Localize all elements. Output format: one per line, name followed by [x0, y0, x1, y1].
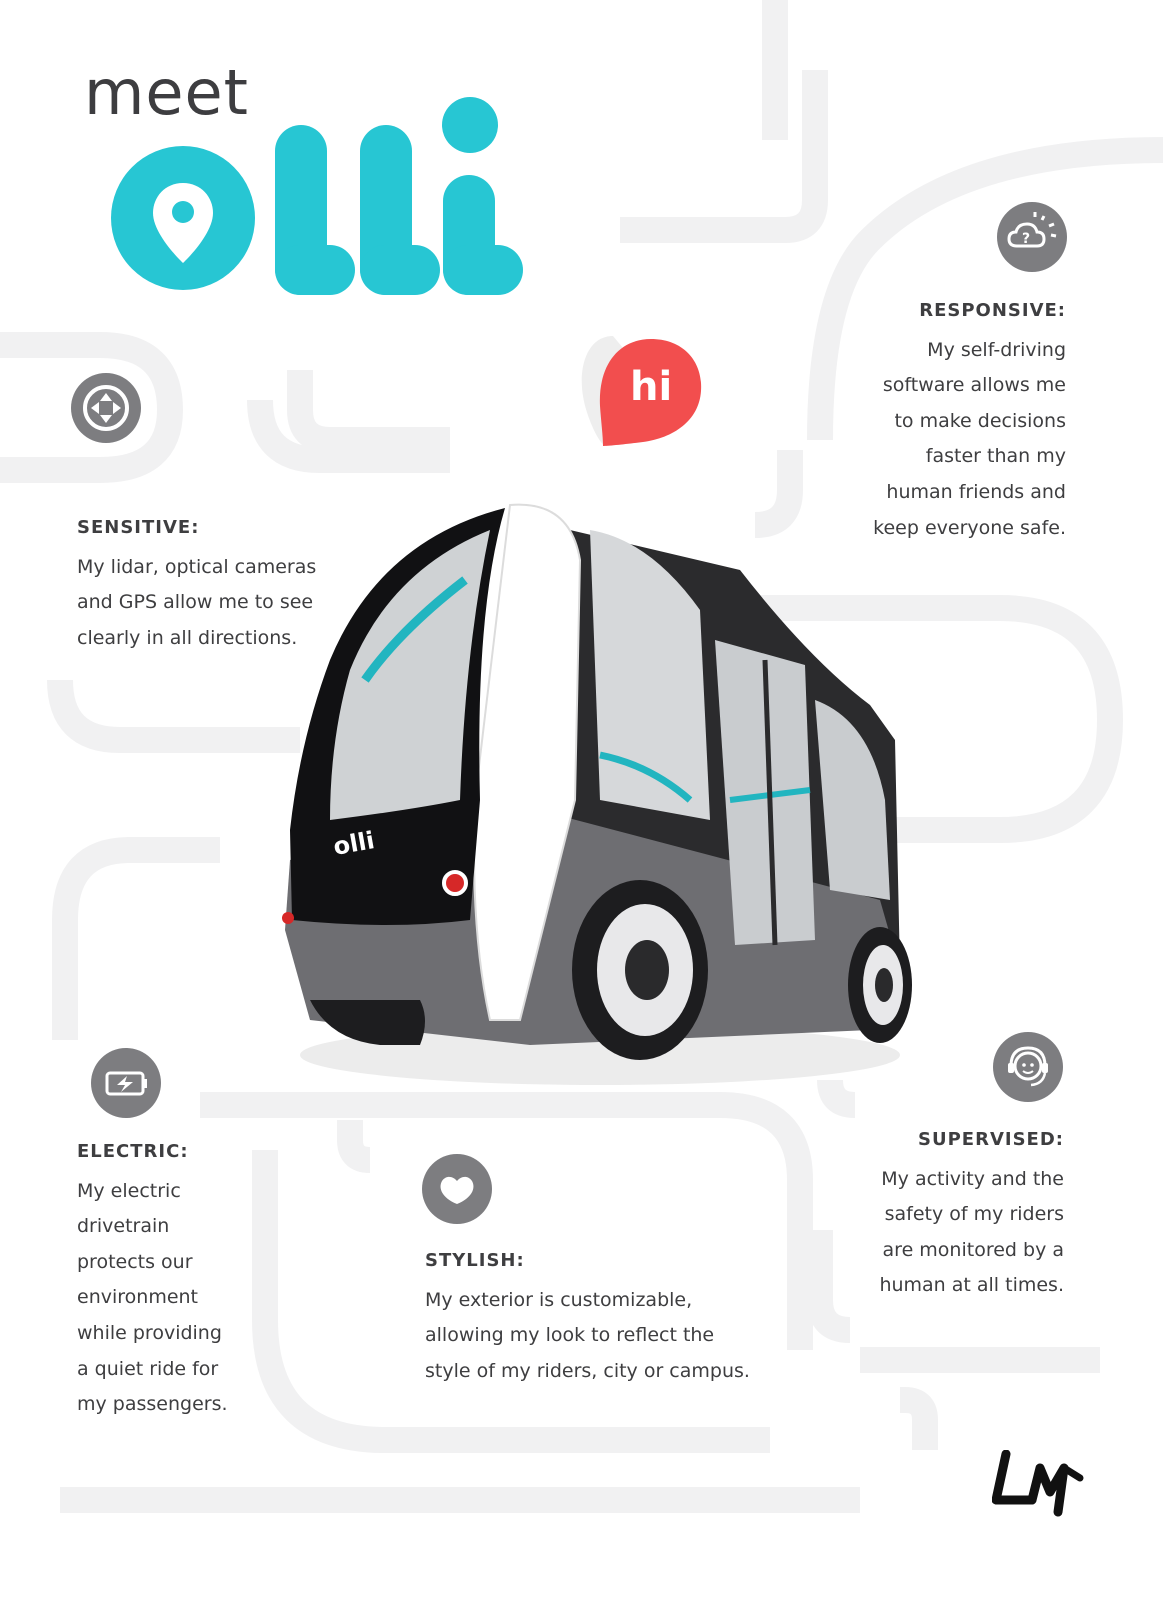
svg-text:?: ? [1022, 231, 1031, 247]
front-wheel [848, 927, 912, 1043]
speech-bubble-text: hi [630, 364, 673, 410]
title-meet: meet [84, 56, 249, 129]
feature-title: SUPERVISED: [918, 1129, 1064, 1150]
feature-title: ELECTRIC: [77, 1141, 189, 1162]
cloud-sun-question-icon [997, 202, 1067, 272]
feature-text: My lidar, optical cameras and GPS allow me to see clearly in all directions. [77, 555, 317, 649]
battery-charging-icon [91, 1048, 161, 1118]
feature-title: RESPONSIVE: [919, 300, 1066, 321]
feature-supervised [814, 1122, 1064, 1304]
feature-text: My electric drivetrain protects our environment while providing a quiet ride for my passengers. [77, 1179, 228, 1416]
feature-title: SENSITIVE: [77, 517, 200, 538]
feature-sensitive [77, 510, 337, 656]
rear-wheel [572, 880, 708, 1060]
bus-badge-text: olli [331, 826, 377, 861]
feature-text: My activity and the safety of my riders are monitored by a human at all times. [879, 1167, 1064, 1297]
local-motors-logo [992, 1450, 1087, 1520]
hi-speech-bubble [578, 326, 708, 456]
feature-text: My self-driving software allows me to make decisions faster than my human friends and keep everyone safe. [873, 338, 1066, 539]
olli-shuttle-bus-image [270, 500, 920, 1090]
headset-operator-icon [993, 1032, 1063, 1102]
feature-title: STYLISH: [425, 1250, 525, 1271]
heart-icon [422, 1154, 492, 1224]
feature-text: My exterior is customizable, allowing my look to reflect the style of my riders, city or campus. [425, 1288, 750, 1382]
feature-stylish [425, 1243, 765, 1389]
olli-brand-logo [105, 95, 535, 310]
directions-arrows-icon [71, 373, 141, 443]
feature-electric [77, 1134, 277, 1423]
feature-responsive [826, 293, 1066, 546]
